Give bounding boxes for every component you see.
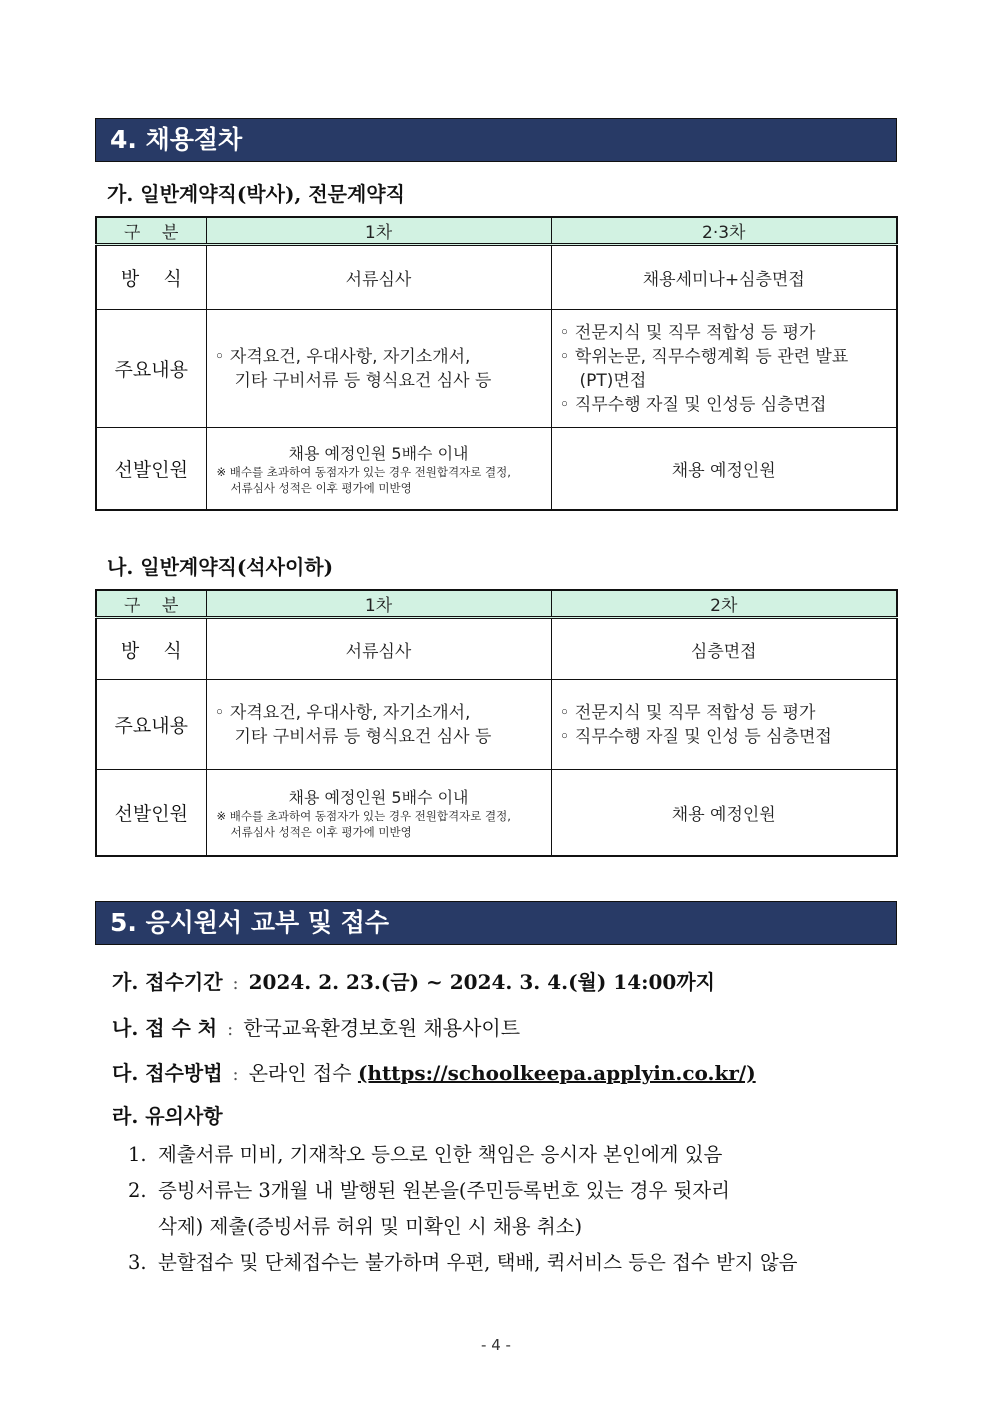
selection-stage-1 xyxy=(206,770,551,856)
content-stage-2 xyxy=(551,310,897,428)
content-line: ◦ 자격요건, 우대사항, 자기소개서, xyxy=(214,346,471,367)
list-item-continuation: 삭제) 제출(증빙서류 허위 및 미확인 시 채용 취소) xyxy=(158,1215,583,1238)
period-value: 2024. 2. 23.(금) ~ 2024. 3. 4.(월) 14:00까지 xyxy=(248,970,715,994)
separator: : xyxy=(232,1064,239,1085)
selection-main: 채용 예정인원 5배수 이내 xyxy=(288,443,469,463)
section-4-header xyxy=(95,118,897,162)
apply-site-link[interactable]: (https://schoolkeepa.applyin.co.kr/) xyxy=(357,1061,756,1085)
notes-list xyxy=(128,1137,898,1281)
method-label: 다. 접수방법 xyxy=(112,1061,223,1085)
row-label-content: 주요내용 xyxy=(96,680,206,770)
list-item xyxy=(128,1173,898,1209)
place-label: 나. 접 수 처 xyxy=(112,1016,218,1040)
selection-note: 서류심사 성적은 이후 평가에 미반영 xyxy=(230,480,412,495)
header-category: 구 분 xyxy=(96,217,206,245)
content-stage-1 xyxy=(206,310,551,428)
content-line: ◦ 전문지식 및 직무 적합성 등 평가 xyxy=(559,702,816,723)
application-period xyxy=(112,966,715,995)
selection-stage-1 xyxy=(206,428,551,510)
method-stage-1: 서류심사 xyxy=(206,245,551,310)
row-label-method: 방 식 xyxy=(96,245,206,310)
header-stage-2: 2·3차 xyxy=(551,217,897,245)
table-row-method xyxy=(96,618,897,680)
notes-label: 라. 유의사항 xyxy=(112,1104,223,1128)
application-place xyxy=(112,1012,520,1041)
section-5-title: 5. 응시원서 교부 및 접수 xyxy=(110,908,390,937)
selection-note: ※ 배수를 초과하여 동점자가 있는 경우 전원합격자로 결정, xyxy=(216,464,511,479)
selection-stage-2: 채용 예정인원 xyxy=(551,770,897,856)
application-method xyxy=(112,1057,756,1086)
list-item xyxy=(128,1137,898,1173)
table-row-content xyxy=(96,310,897,428)
item-number: 3. xyxy=(128,1251,147,1274)
item-text: 분할접수 및 단체접수는 불가하며 우편, 택배, 퀵서비스 등은 접수 받지 않음 xyxy=(158,1251,798,1274)
table-b-subtitle: 나. 일반계약직(석사이하) xyxy=(107,555,334,579)
method-stage-2: 채용세미나+심층면접 xyxy=(551,245,897,310)
content-line: ◦ 전문지식 및 직무 적합성 등 평가 xyxy=(559,322,816,343)
list-item xyxy=(128,1245,898,1281)
row-label-content: 주요내용 xyxy=(96,310,206,428)
period-label: 가. 접수기간 xyxy=(112,970,223,994)
selection-note: 서류심사 성적은 이후 평가에 미반영 xyxy=(230,824,412,839)
content-line: 기타 구비서류 등 형식요건 심사 등 xyxy=(234,370,492,391)
notes-heading xyxy=(112,1100,223,1129)
header-stage-1: 1차 xyxy=(206,590,551,618)
section-5-header xyxy=(95,901,897,945)
content-line: (PT)면접 xyxy=(579,370,647,391)
table-header-row xyxy=(96,217,897,245)
content-line: ◦ 학위논문, 직무수행계획 등 관련 발표 xyxy=(559,346,849,367)
row-label-selection: 선발인원 xyxy=(96,428,206,510)
header-stage-2: 2차 xyxy=(551,590,897,618)
content-stage-2 xyxy=(551,680,897,770)
header-stage-1: 1차 xyxy=(206,217,551,245)
selection-stage-2: 채용 예정인원 xyxy=(551,428,897,510)
item-number: 1. xyxy=(128,1143,147,1166)
table-row-selection xyxy=(96,428,897,510)
method-stage-2: 심층면접 xyxy=(551,618,897,680)
content-stage-1 xyxy=(206,680,551,770)
content-line: ◦ 직무수행 자질 및 인성등 심층면접 xyxy=(559,394,827,415)
method-stage-1: 서류심사 xyxy=(206,618,551,680)
procedure-table-b xyxy=(95,589,898,857)
selection-note: ※ 배수를 초과하여 동점자가 있는 경우 전원합격자로 결정, xyxy=(216,808,511,823)
table-row-content xyxy=(96,680,897,770)
method-value: 온라인 접수 xyxy=(248,1061,352,1085)
header-category: 구 분 xyxy=(96,590,206,618)
content-line: 기타 구비서류 등 형식요건 심사 등 xyxy=(234,726,492,747)
row-label-selection: 선발인원 xyxy=(96,770,206,856)
page-number: - 4 - xyxy=(481,1336,511,1354)
separator: : xyxy=(227,1019,234,1040)
row-label-method: 방 식 xyxy=(96,618,206,680)
table-row-method xyxy=(96,245,897,310)
table-header-row xyxy=(96,590,897,618)
content-line: ◦ 직무수행 자질 및 인성 등 심층면접 xyxy=(559,726,832,747)
item-text: 제출서류 미비, 기재착오 등으로 인한 책임은 응시자 본인에게 있음 xyxy=(158,1143,723,1166)
table-row-selection xyxy=(96,770,897,856)
procedure-table-a xyxy=(95,216,898,511)
item-number: 2. xyxy=(128,1179,147,1202)
place-value: 한국교육환경보호원 채용사이트 xyxy=(243,1016,521,1040)
content-line: ◦ 자격요건, 우대사항, 자기소개서, xyxy=(214,702,471,723)
selection-main: 채용 예정인원 5배수 이내 xyxy=(288,787,469,807)
separator: : xyxy=(232,973,239,994)
table-a-subtitle: 가. 일반계약직(박사), 전문계약직 xyxy=(107,182,405,206)
section-4-title: 4. 채용절차 xyxy=(110,125,243,154)
item-text: 증빙서류는 3개월 내 발행된 원본을(주민등록번호 있는 경우 뒷자리 xyxy=(158,1179,731,1202)
